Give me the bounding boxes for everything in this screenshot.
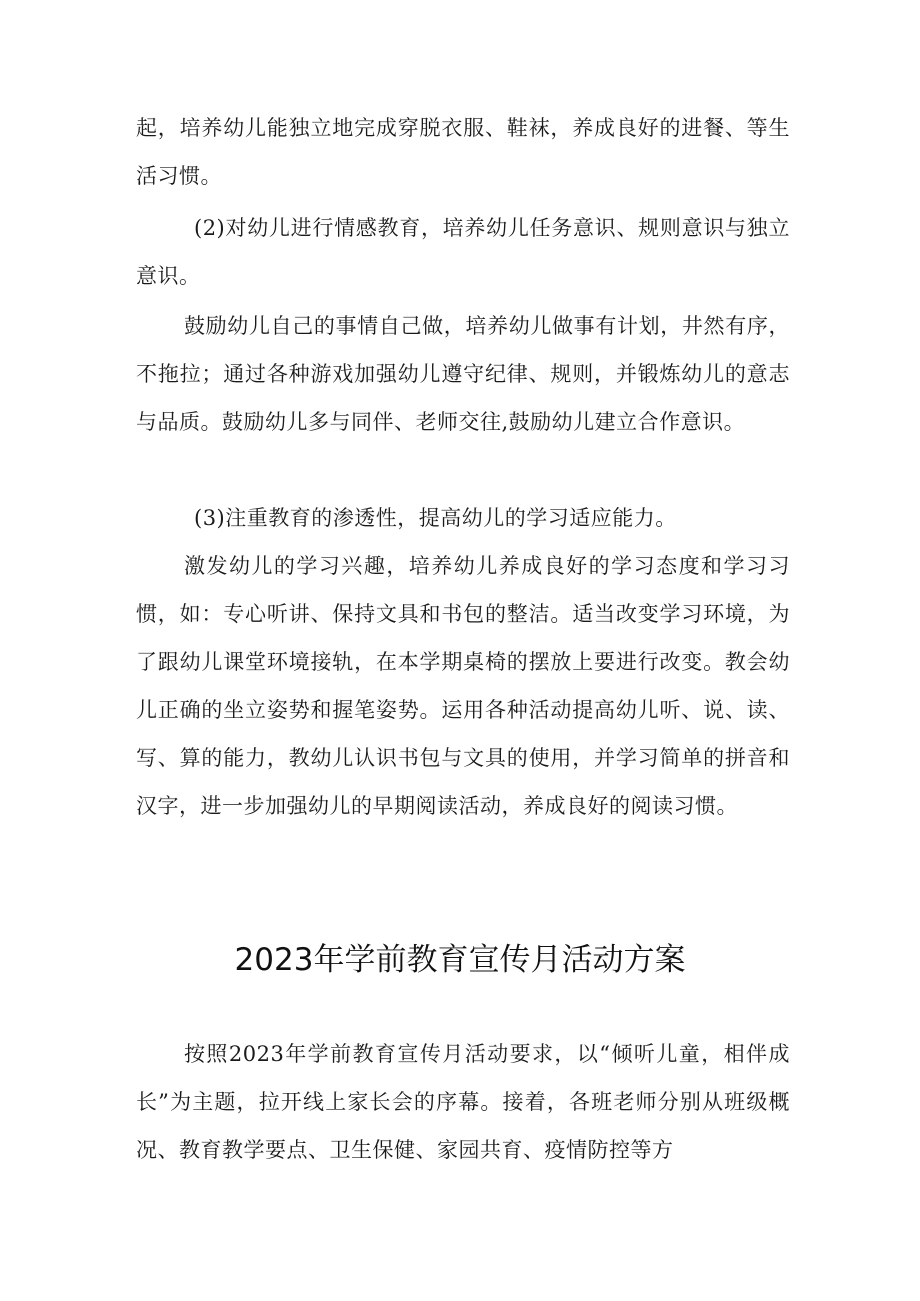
paragraph-learning-interest: 激发幼儿的学习兴趣，培养幼儿养成良好的学习态度和学习习惯，如：专心听讲、保持文具和书包的整洁。适当改变学习环境，为了跟幼儿课堂环境接轨，在本学期桌椅的摆放上要进行改变。教会幼儿正确的坐立姿势和握笔姿势。运用各种活动提高幼儿听、说、读、写、算的能力，教幼儿认识书包与文具的使用，并学习简单的拼音和汉字，进一步加强幼儿的早期阅读活动，养成良好的阅读习惯。 — [136, 554, 790, 818]
paragraph-item-3: (3)注重教育的渗透性，提高幼儿的学习适应能力。 — [194, 506, 677, 530]
paragraph-self-care: 起，培养幼儿能独立地完成穿脱衣服、鞋袜，养成良好的进餐、等生活习惯。 — [136, 116, 790, 188]
section-title: 2023年学前教育宣传月活动方案 — [234, 942, 686, 978]
paragraph-item-2: (2)对幼儿进行情感教育，培养幼儿任务意识、规则意识与独立意识。 — [136, 216, 790, 288]
paragraph-encourage: 鼓励幼儿自己的事情自己做，培养幼儿做事有计划，井然有序，不拖拉；通过各种游戏加强幼儿遵守纪律、规则，并锻炼幼儿的意志与品质。鼓励幼儿多与同伴、老师交往,鼓励幼儿建立合作意识。 — [136, 314, 790, 434]
paragraph-intro: 按照2023年学前教育宣传月活动要求，以“倾听儿童，相伴成长”为主题，拉开线上家长会的序幕。接着，各班老师分别从班级概况、教育教学要点、卫生保健、家园共育、疫情防控等方 — [136, 1042, 790, 1162]
